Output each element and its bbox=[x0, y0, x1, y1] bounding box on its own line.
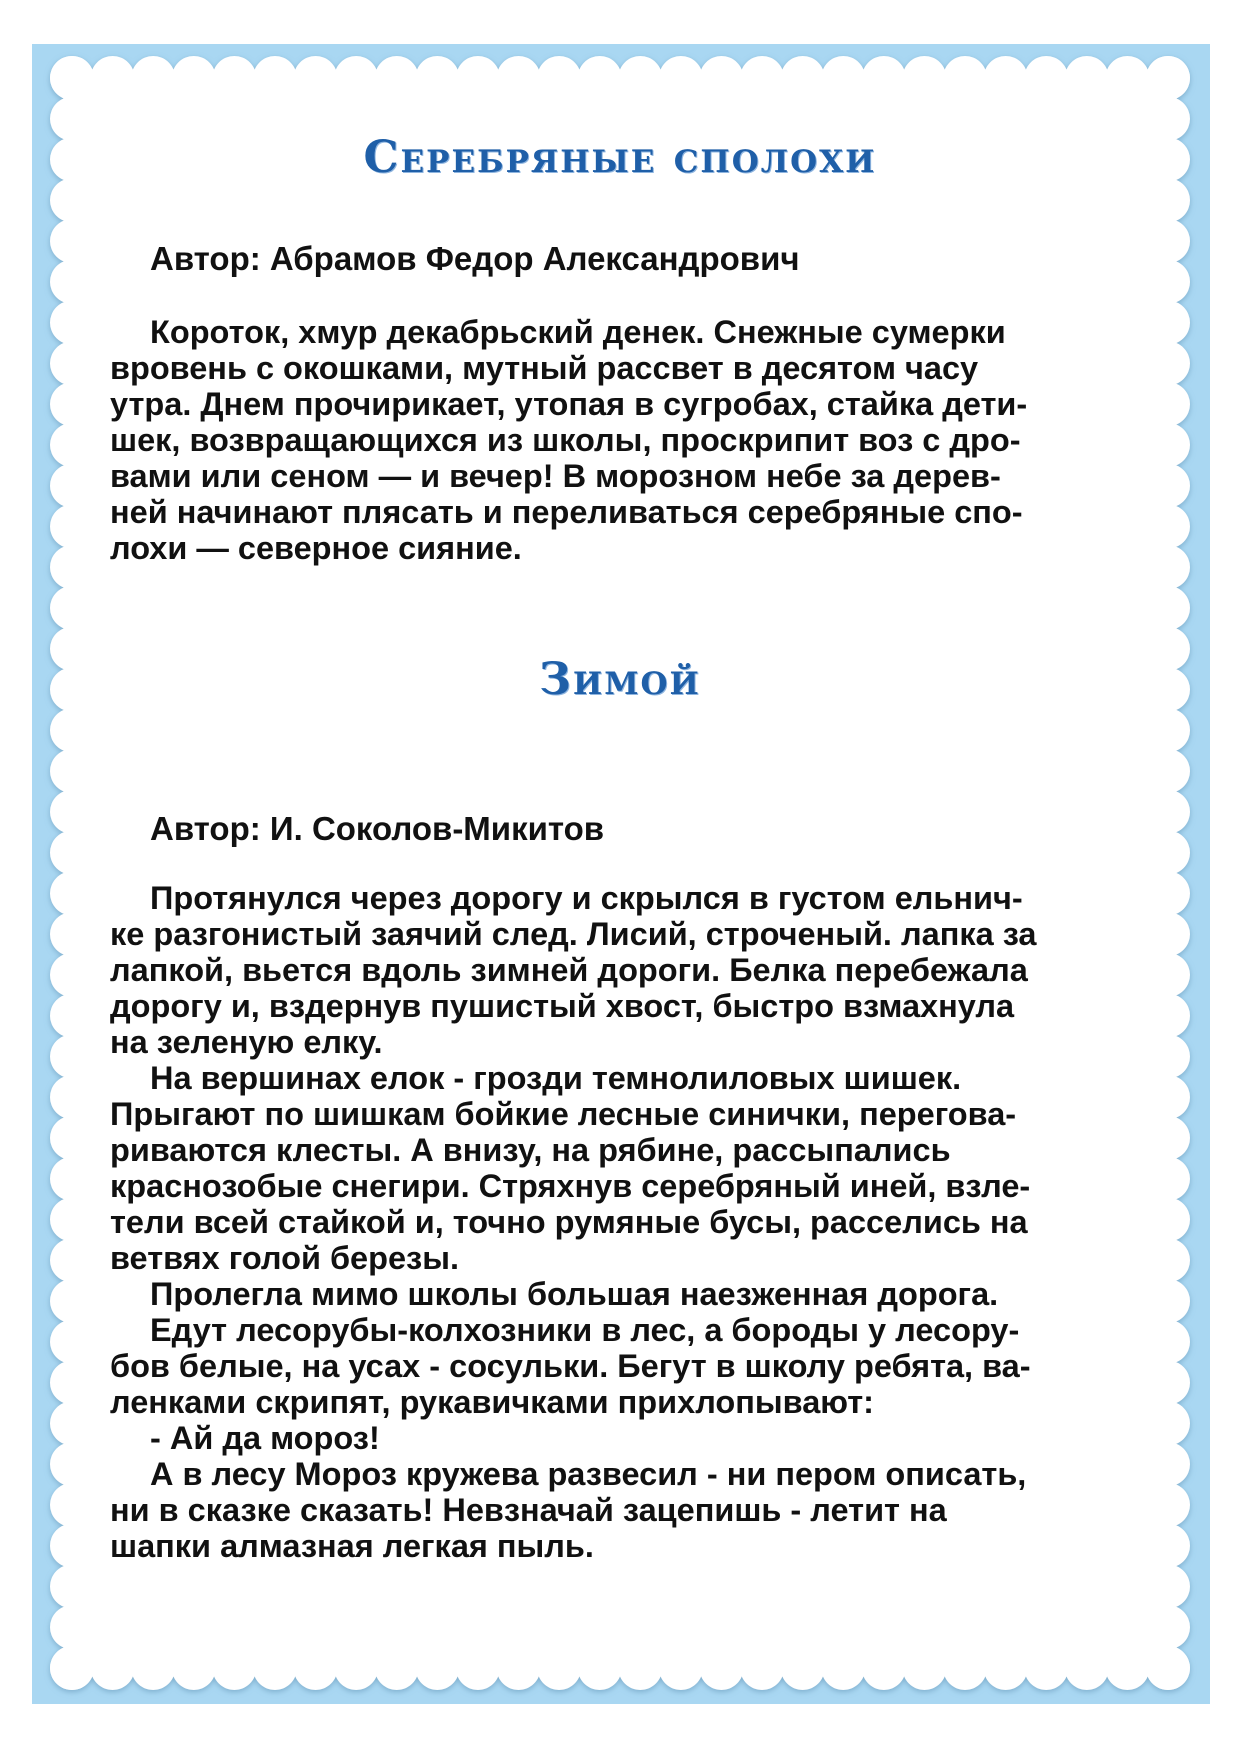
text-line: лапкой, вьется вдоль зимней дороги. Белка перебежала bbox=[110, 952, 1028, 988]
text-line: бов белые, на усах - сосульки. Бегут в школу ребята, ва- bbox=[110, 1348, 1031, 1384]
text-line: - Ай да мороз! bbox=[150, 1420, 380, 1456]
text-line: Едут лесорубы-колхозники в лес, а бороды у лесору- bbox=[150, 1312, 1020, 1348]
text-line: дорогу и, вздернув пушистый хвост, быстро взмахнула bbox=[110, 988, 1015, 1024]
text-line: Пролегла мимо школы большая наезженная дорога. bbox=[150, 1276, 999, 1312]
story-text bbox=[110, 880, 1140, 1564]
text-line: риваются клесты. А внизу, на рябине, рассыпались bbox=[110, 1132, 951, 1168]
text-line: А в лесу Мороз кружева развесил - ни пером описать, bbox=[150, 1456, 1027, 1492]
story-author: Автор: Абрамов Федор Александрович bbox=[150, 240, 800, 277]
story-text bbox=[110, 314, 1140, 566]
text-line: ветвях голой березы. bbox=[110, 1240, 459, 1276]
story-title: Зимой bbox=[539, 654, 701, 705]
text-line: шек, возвращающихся из школы, проскрипит воз с дро- bbox=[110, 422, 1021, 458]
story-title: Серебряные сполохи bbox=[363, 132, 877, 183]
story-author: Автор: И. Соколов-Микитов bbox=[150, 810, 605, 847]
text-line: На вершинах елок - грозди темнолиловых шишек. bbox=[150, 1060, 962, 1096]
text-line: на зеленую елку. bbox=[110, 1024, 383, 1060]
text-line: Короток, хмур декабрьский денек. Снежные сумерки bbox=[150, 314, 1006, 350]
text-line: тели всей стайкой и, точно румяные бусы, расселись на bbox=[110, 1204, 1028, 1240]
text-line: Прыгают по шишкам бойкие лесные синички, перегова- bbox=[110, 1096, 1017, 1132]
text-line: шапки алмазная легкая пыль. bbox=[110, 1528, 594, 1564]
text-line: ней начинают плясать и переливаться серебряные спо- bbox=[110, 494, 1023, 530]
text-line: вами или сеном — и вечер! В морозном небе за дерев- bbox=[110, 458, 1001, 494]
text-line: ленками скрипят, рукавичками прихлопывают: bbox=[110, 1384, 874, 1420]
text-line: ке разгонистый заячий след. Лисий, строченый. лапка за bbox=[110, 916, 1037, 952]
text-line: лохи — северное сияние. bbox=[110, 530, 522, 566]
text-line: Протянулся через дорогу и скрылся в густом ельнич- bbox=[150, 880, 1023, 916]
text-line: вровень с окошками, мутный рассвет в десятом часу bbox=[110, 350, 979, 386]
text-line: утра. Днем прочирикает, утопая в сугробах, стайка дети- bbox=[110, 386, 1028, 422]
text-line: ни в сказке сказать! Невзначай зацепишь - летит на bbox=[110, 1492, 947, 1528]
text-line: краснозобые снегири. Стряхнув серебряный иней, взле- bbox=[110, 1168, 1031, 1204]
